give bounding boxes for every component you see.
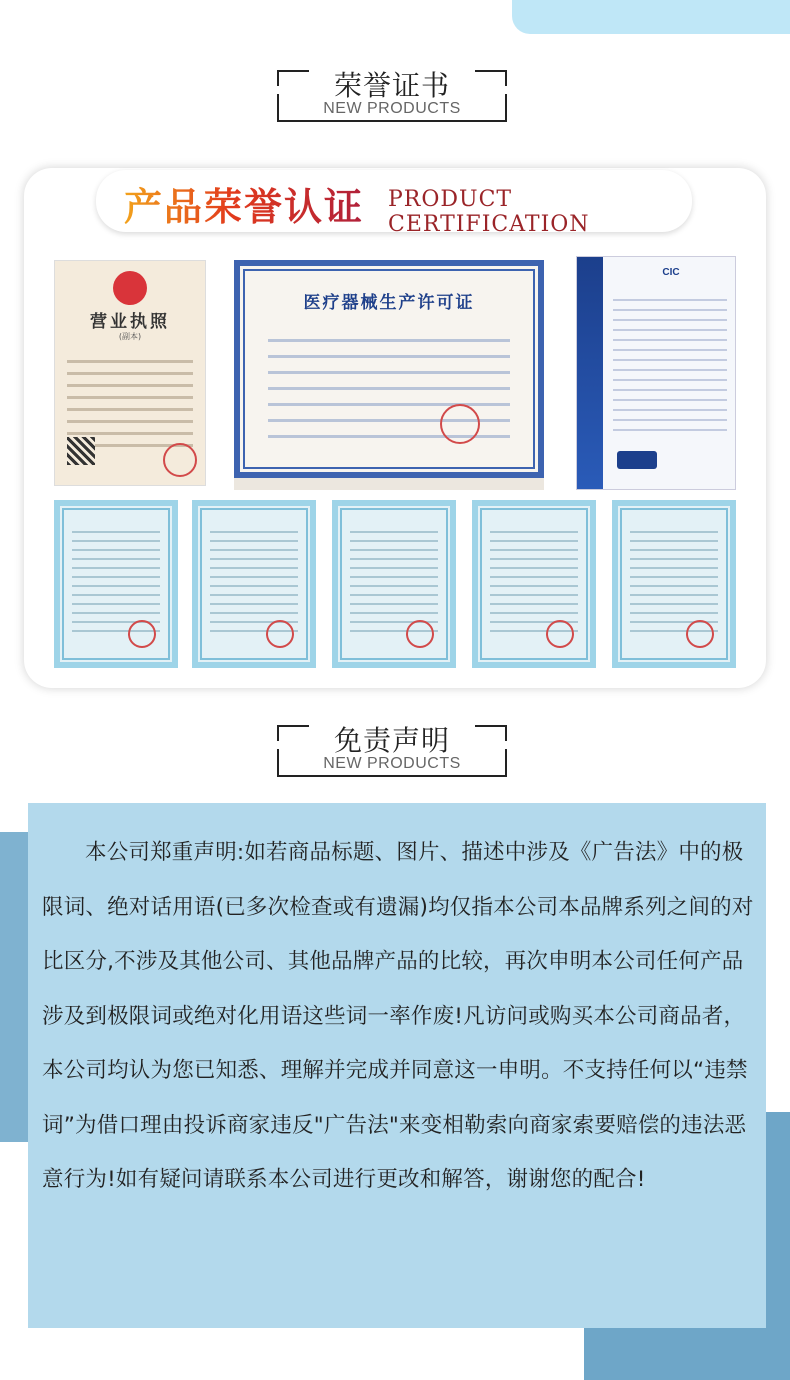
software-copyright-certificate-4 xyxy=(472,500,596,668)
top-accent-shape xyxy=(512,0,790,34)
medical-device-license-image xyxy=(234,260,544,478)
medical-license-footer xyxy=(234,478,544,490)
cic-certificate-image xyxy=(576,256,736,490)
disclaimer-text: 本公司郑重声明:如若商品标题、图片、描述中涉及《广告法》中的极限词、绝对话用语(已多次检查或有遗漏)均仅指本公司本品牌系列之间的对比区分,不涉及其他公司、其他品牌产品的比较，再次申明本公司任何产品涉及到极限词或绝对化用语这些词一率作废!凡访问或购买本公司商品者，本公司均认为您已知悉、理解并完成并同意这一申明。不支持任何以“违禁词”为借口理由投诉商家违反"广告法"来变相勒索向商家索要赔偿的违法恶意行为!如有疑问请联系本公司进行更改和解答，谢谢您的配合! xyxy=(42,840,754,1192)
red-seal-icon xyxy=(266,620,294,648)
cic-logo-text: CIC xyxy=(662,267,680,278)
red-seal-icon xyxy=(686,620,714,648)
certification-banner xyxy=(96,170,692,237)
business-license-subtitle: (副本) xyxy=(118,332,142,341)
national-emblem-icon xyxy=(113,271,147,305)
decorative-shape-bottom xyxy=(584,1326,790,1380)
software-copyright-certificate-3 xyxy=(332,500,456,668)
red-seal-icon xyxy=(406,620,434,648)
section-title-disclaimer xyxy=(277,725,507,777)
software-copyright-certificate-1 xyxy=(54,500,178,668)
red-seal-icon xyxy=(440,404,480,444)
red-seal-icon xyxy=(128,620,156,648)
disclaimer-box xyxy=(28,803,766,1328)
business-license-image xyxy=(54,260,206,486)
red-seal-icon xyxy=(163,443,197,477)
software-copyright-certificate-2 xyxy=(192,500,316,668)
banner-title-en: PRODUCT CERTIFICATION xyxy=(388,187,590,237)
certification-logos-icon xyxy=(617,451,657,469)
section-title-cn: 荣誉证书 xyxy=(333,69,450,102)
banner-title-cn: 产品荣誉认证 xyxy=(124,176,364,231)
section-title-honor xyxy=(277,70,507,122)
medical-license-title: 医疗器械生产许可证 xyxy=(303,293,475,313)
business-license-title: 营业执照 xyxy=(90,312,170,332)
section-title-cn: 免责声明 xyxy=(333,724,450,757)
software-copyright-certificate-5 xyxy=(612,500,736,668)
red-seal-icon xyxy=(546,620,574,648)
section-title-en: NEW PRODUCTS xyxy=(323,755,461,772)
qr-code-icon xyxy=(67,437,95,465)
section-title-en: NEW PRODUCTS xyxy=(323,100,461,117)
